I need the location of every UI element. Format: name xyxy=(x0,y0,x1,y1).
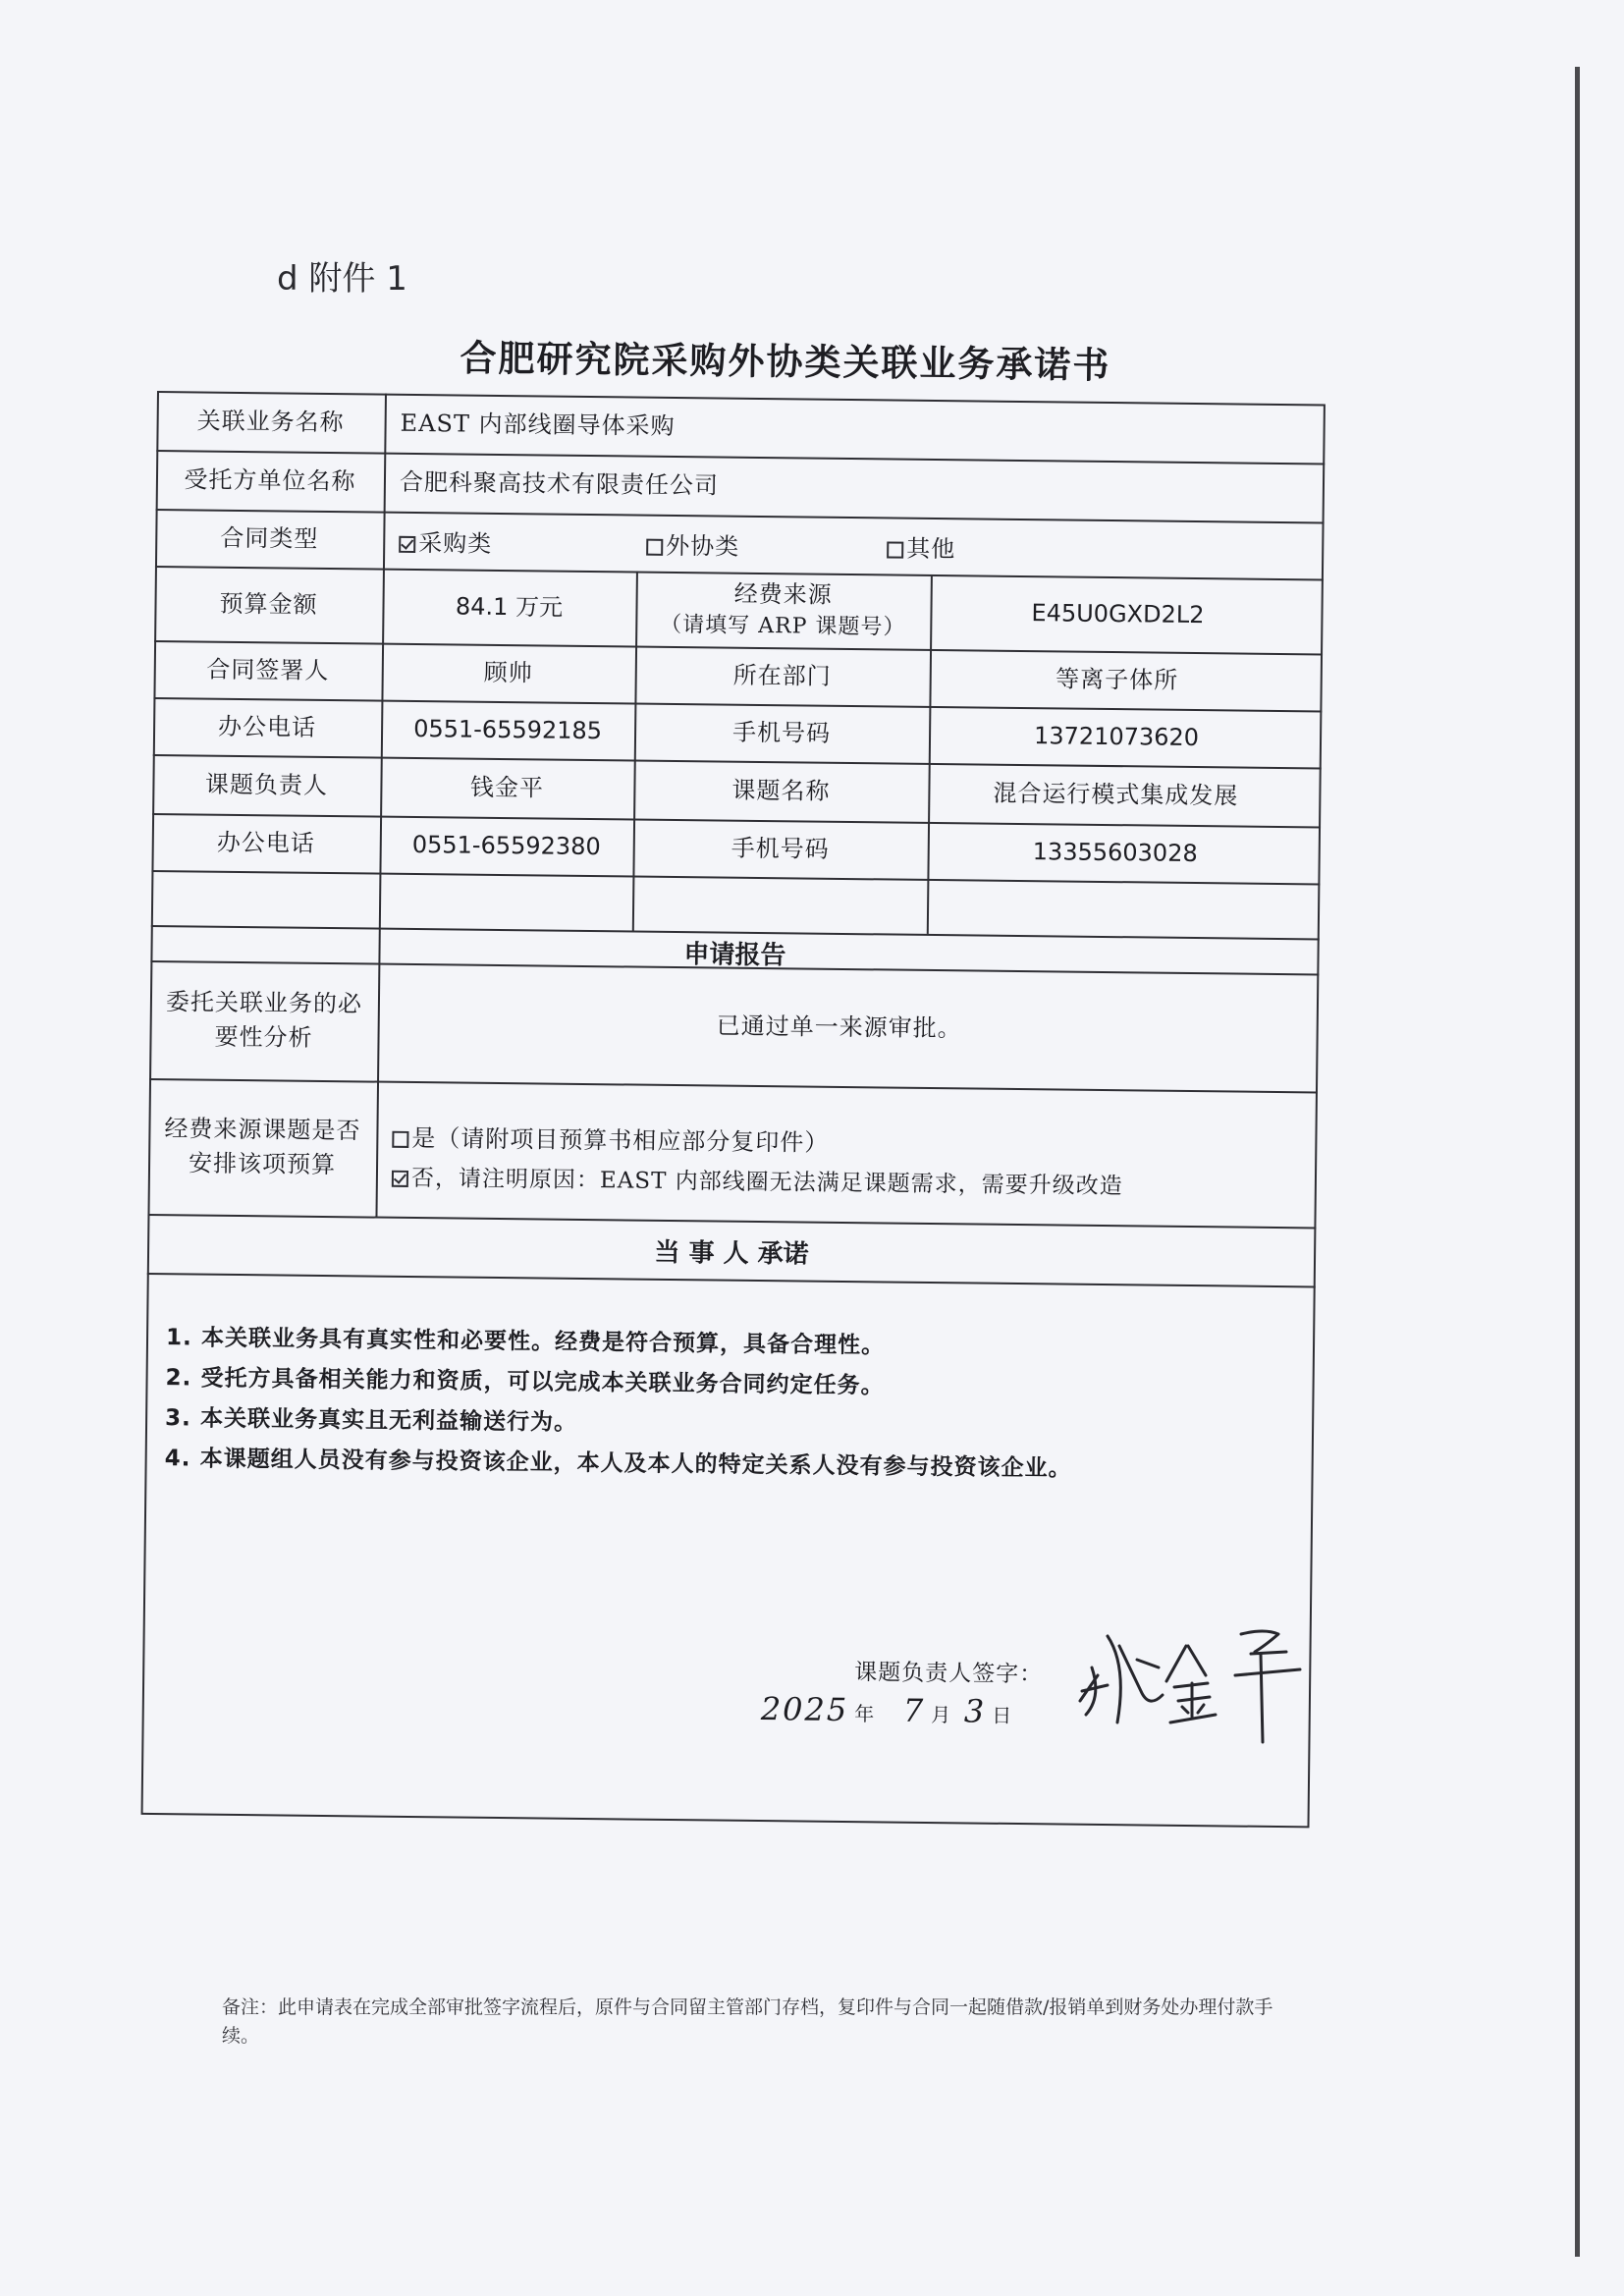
project-leader-label: 课题负责人 xyxy=(204,770,329,799)
month-unit: 月 xyxy=(931,1703,951,1727)
department-value: 等离子体所 xyxy=(1056,664,1179,694)
entrusted-party-value: 合肥科聚高技术有限责任公司 xyxy=(399,467,720,500)
checkbox-icon[interactable] xyxy=(392,1171,408,1187)
budget-label: 预算金额 xyxy=(219,589,318,619)
mobile-label-2: 手机号码 xyxy=(731,834,830,863)
commitment-item: 2. 受托方具备相关能力和资质，可以完成本关联业务合同约定任务。 xyxy=(165,1364,885,1399)
commitment-list xyxy=(164,1319,1295,1493)
business-name-value: EAST 内部线圈导体采购 xyxy=(400,409,676,440)
day-unit: 日 xyxy=(992,1703,1012,1727)
signer-label: 合同签署人 xyxy=(206,655,330,684)
signature-label: 课题负责人签字： xyxy=(854,1660,1044,1688)
checkbox-icon[interactable] xyxy=(887,541,903,558)
checkbox-icon[interactable] xyxy=(646,539,663,556)
office-phone-label: 办公电话 xyxy=(217,712,317,741)
fund-source-value: E45U0GXD2L2 xyxy=(1031,598,1205,629)
office-phone-value-2: 0551-65592380 xyxy=(411,830,601,860)
project-name-label: 课题名称 xyxy=(731,776,831,805)
necessity-label-cell xyxy=(149,960,378,1081)
handwritten-signature xyxy=(1068,1607,1343,1744)
date-month: 7 xyxy=(902,1691,926,1729)
contract-type-label: 合同类型 xyxy=(220,523,319,553)
attachment-label: d 附件 1 xyxy=(277,259,407,299)
necessity-label-line-1: 委托关联业务的必 xyxy=(165,988,363,1018)
budget-arrange-option-yes[interactable]: 是（请附项目预算书相应部分复印件） xyxy=(392,1119,829,1158)
signature-date xyxy=(761,1690,1018,1730)
entrusted-party-label: 受托方单位名称 xyxy=(184,465,356,495)
date-year: 2025 xyxy=(760,1690,849,1729)
fund-source-label: 经费来源 xyxy=(733,579,833,609)
year-unit: 年 xyxy=(854,1702,875,1726)
commitment-item: 4. 本课题组人员没有参与投资该企业，本人及本人的特定关系人没有参与投资该企业。 xyxy=(164,1445,1072,1482)
necessity-label-line-2: 要性分析 xyxy=(214,1022,313,1052)
commitment-item: 1. 本关联业务具有真实性和必要性。经费是符合预算，具备合理性。 xyxy=(165,1324,886,1359)
budget-value: 84.1 万元 xyxy=(455,592,564,622)
checkbox-icon[interactable] xyxy=(399,536,415,553)
checkbox-icon[interactable] xyxy=(392,1131,408,1148)
budget-arrange-label-cell xyxy=(147,1078,377,1217)
business-name-label: 关联业务名称 xyxy=(196,407,345,436)
commitment-section-title: 当 事 人 承诺 xyxy=(654,1237,809,1270)
signer-value: 顾帅 xyxy=(483,658,533,686)
office-phone-value: 0551-65592185 xyxy=(413,714,603,744)
department-label: 所在部门 xyxy=(732,661,832,690)
project-leader-value: 钱金平 xyxy=(469,773,545,802)
contract-type-option-purchase[interactable]: 采购类 xyxy=(399,523,492,559)
footnote: 备注：此申请表在完成全部审批签字流程后，原件与合同留主管部门存档，复印件与合同一起随借款/报销单到财务处办理付款手续。 xyxy=(222,1996,1273,2048)
office-phone-label-2: 办公电话 xyxy=(216,828,315,857)
budget-arrange-option-no[interactable]: 否，请注明原因：EAST 内部线圈无法满足课题需求，需要升级改造 xyxy=(392,1160,1123,1200)
contract-type-option-other[interactable]: 其他 xyxy=(887,528,955,564)
necessity-value: 已通过单一来源审批。 xyxy=(716,1011,962,1042)
project-name-value: 混合运行模式集成发展 xyxy=(993,779,1239,810)
document-title: 合肥研究院采购外协类关联业务承诺书 xyxy=(460,337,1111,387)
mobile-value-2: 13355603028 xyxy=(1032,837,1198,867)
commitment-item: 3. 本关联业务真实且无利益输送行为。 xyxy=(164,1404,578,1436)
application-section-title: 申请报告 xyxy=(683,940,786,971)
budget-arrange-label-line-2: 安排该项预算 xyxy=(188,1149,337,1179)
date-day: 3 xyxy=(963,1692,987,1730)
scan-edge-line xyxy=(1575,67,1580,2257)
budget-arrange-label-line-1: 经费来源课题是否 xyxy=(164,1115,361,1145)
mobile-label: 手机号码 xyxy=(731,718,832,747)
mobile-value: 13721073620 xyxy=(1033,721,1200,751)
fund-source-label-cell xyxy=(635,572,931,649)
contract-type-option-outsourcing[interactable]: 外协类 xyxy=(646,526,739,562)
fund-source-note: （请填写 ARP 课题号） xyxy=(660,613,906,641)
